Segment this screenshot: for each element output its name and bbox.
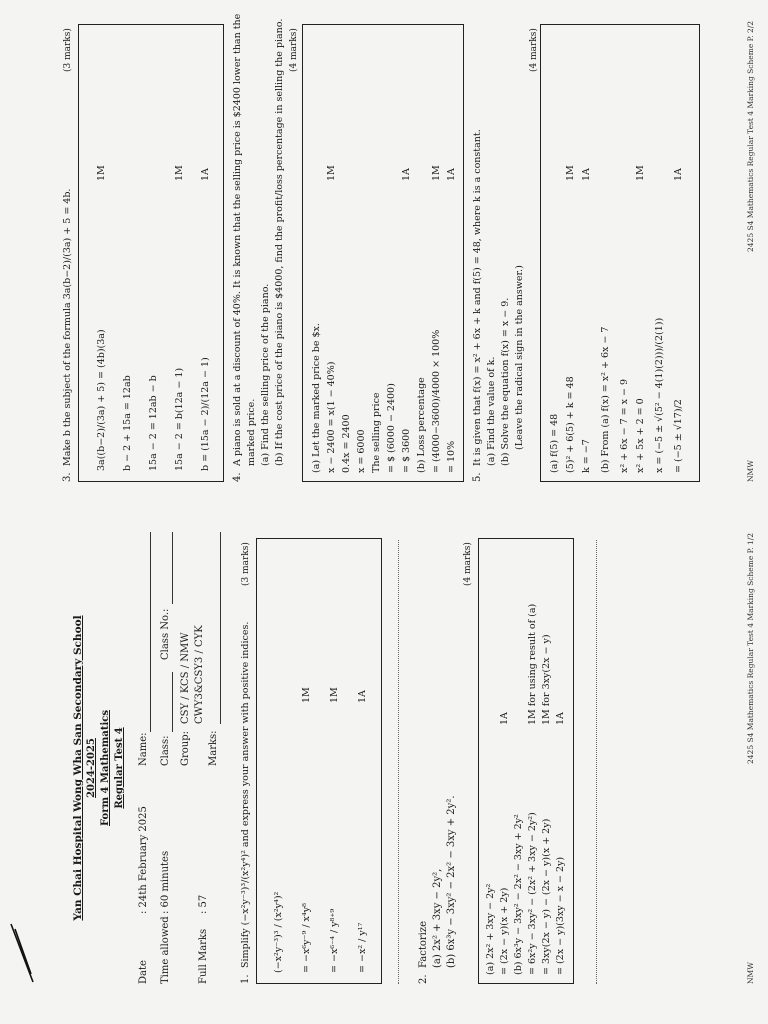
name-label: Name: — [138, 732, 149, 766]
q5-part-b: (b) Solve the equation f(x) = x − 9. — [500, 297, 511, 466]
q4-mark-6 — [384, 165, 399, 181]
pen-scribble — [5, 914, 39, 984]
q4-step-3: 0.4x = 2400 — [341, 414, 352, 473]
q2-part-a: (a) 2x² + 3xy − 2y², — [432, 868, 443, 968]
full-marks-value: : 57 — [198, 894, 209, 914]
q2-step-3: (b) 6x³y − 3xy² − 2x² − 3xy + 2y² — [513, 814, 524, 975]
name-line — [150, 532, 151, 732]
full-marks-label: Full Marks — [198, 928, 209, 984]
q2-mark-5: 1M for 3xy(2x − y) — [541, 634, 552, 725]
class-label: Class: — [160, 735, 171, 766]
q5-mark-8: 1A — [673, 168, 684, 181]
q1-dotted-line — [398, 540, 399, 984]
q4-step-10: = 10% — [446, 440, 457, 473]
q5-marks: (4 marks) — [529, 28, 539, 72]
q5-answer-box — [540, 24, 700, 482]
q1-mark-1 — [265, 687, 293, 703]
q4-step-1: (a) Let the marked price be $x. — [311, 323, 322, 473]
q5-mark-1 — [547, 165, 563, 181]
q3-step-2: b − 2 + 15a = 12ab — [122, 375, 133, 471]
page1-footer-left: NMW — [746, 962, 755, 984]
q5-number: 5. — [472, 472, 483, 482]
test-title: Regular Test 4 — [114, 727, 125, 809]
q3-mark-4: 1M — [174, 165, 185, 181]
q5-step-7: x = (−5 ± √(5² − 4(1)(2)))/(2(1)) — [654, 317, 665, 473]
q3-mark-2 — [115, 165, 141, 181]
q4-mark-3 — [339, 165, 354, 181]
date-value: : 24th February 2025 — [138, 806, 149, 914]
q1-number: 1. — [240, 974, 251, 984]
q2-number: 2. — [418, 974, 429, 984]
q1-mark-2: 1M — [301, 687, 312, 703]
q5-step-2: (5)² + 6(5) + k = 48 — [565, 376, 576, 473]
q2-mark-6: 1A — [555, 712, 566, 725]
q1-mark-3: 1M — [329, 687, 340, 703]
q4-step-2: x − 2400 = x(1 − 40%) — [326, 361, 337, 473]
page2-footer-right: 2425 S4 Mathematics Regular Test 4 Marking Scheme P. 2/2 — [746, 20, 755, 252]
q3-mark-5: 1A — [200, 168, 211, 181]
form-title: Form 4 Mathematics — [100, 710, 111, 826]
q5-mark-7 — [649, 165, 671, 181]
q4-step-9: = (4000−3600)/4000 × 100% — [431, 329, 442, 473]
q3-mark-3 — [141, 165, 167, 181]
q2-step-6: = (2x − y)(3xy − x − 2y) — [555, 856, 566, 975]
q3-step-1: 3a((b−2)/(3a) + 5) = (4b)(3a) — [96, 329, 107, 471]
q2-mark-1 — [484, 604, 498, 725]
marks-field-line — [220, 532, 221, 724]
q4-answer-box — [302, 24, 464, 482]
q5-part-b-note: (Leave the radical sign in the answer.) — [514, 265, 525, 450]
q1-step-2: = −x⁶y⁻⁹ / x⁴y⁸ — [301, 903, 312, 973]
q5-step-3: k = −7 — [581, 439, 592, 473]
school-year: 2024-2025 — [86, 738, 97, 798]
q3-step-4: 15a − 2 = b(12a − 1) — [174, 367, 185, 471]
q2-part-b: (b) 6x³y − 3xy² − 2x² − 3xy + 2y². — [446, 795, 457, 968]
q5-step-1: (a) f(5) = 48 — [549, 413, 560, 473]
q2-answer-box — [478, 538, 574, 984]
q2-step-2: = (2x − y)(x + 2y) — [499, 887, 510, 975]
q4-step-4: x = 6000 — [356, 429, 367, 473]
q4-marks: (4 marks) — [289, 28, 299, 72]
q1-step-1: (−x²y⁻³)³ / (x²y⁴)² — [273, 891, 284, 973]
q5-mark-6: 1M — [635, 165, 646, 181]
q2-mark-2: 1A — [499, 712, 510, 725]
q3-mark-1: 1M — [96, 165, 107, 181]
q3-step-5: b = (15a − 2)/(12a − 1) — [200, 357, 211, 471]
time-value: : 60 minutes — [160, 850, 171, 914]
page2-footer-left: NMW — [746, 460, 755, 482]
q4-step-5: The selling price — [371, 392, 382, 473]
q4-mark-7: 1A — [401, 168, 412, 181]
q1-marks: (3 marks) — [241, 542, 251, 586]
q3-answer-box — [78, 24, 224, 482]
q2-text: Factorize — [418, 920, 429, 968]
class-no-line — [172, 532, 173, 604]
page-1 — [0, 512, 768, 1024]
q4-part-a: (a) Find the selling price of the piano. — [260, 283, 271, 466]
q4-step-8: (b) Loss percentage — [416, 377, 427, 473]
class-no-label: Class No.: — [160, 608, 171, 660]
q5-step-6: x² + 5x + 2 = 0 — [635, 398, 646, 473]
time-label: Time allowed — [160, 916, 171, 984]
q2-marks: (4 marks) — [463, 542, 473, 586]
q5-mark-3: 1A — [581, 168, 592, 181]
q5-mark-4 — [595, 165, 617, 181]
class-line — [172, 672, 173, 732]
q2-step-5: = 3xy(2x − y) − (2x − y)(x + 2y) — [541, 818, 552, 975]
q4-step-6: = $ (6000 − 2400) — [386, 383, 397, 473]
date-label: Date — [138, 960, 149, 984]
group-label: Group: — [180, 731, 191, 766]
q4-text-2: marked price. — [246, 398, 257, 466]
q4-mark-10: 1A — [446, 168, 457, 181]
marks-field-label: Marks: — [208, 730, 219, 766]
group-line-1: CSY / KCS / NMW — [180, 632, 191, 724]
q1-answer-box — [256, 538, 382, 984]
q2-mark-4: 1M for using result of (a) — [527, 603, 538, 725]
q4-mark-4 — [354, 165, 369, 181]
q5-part-a: (a) Find the value of k. — [486, 356, 497, 466]
q4-number: 4. — [232, 472, 243, 482]
q4-part-b: (b) If the cost price of the piano is $4000, find the profit/loss percentage in selling the piano. — [274, 18, 285, 466]
school-name: Yan Chai Hospital Wong Wha San Secondary School — [72, 615, 84, 921]
q5-step-5: x² + 6x − 7 = x − 9 — [619, 378, 630, 473]
q1-text: Simplify (−x²y⁻³)³/(x²y⁴)² and express your answer with positive indices. — [240, 621, 251, 968]
q4-mark-5 — [369, 165, 384, 181]
q4-mark-1 — [309, 165, 324, 181]
q4-text: A piano is sold at a discount of 40%. It is known that the selling price is $2400 lower than the — [232, 13, 243, 466]
q2-mark-3 — [512, 604, 526, 725]
q2-dotted-line — [596, 540, 597, 984]
q3-text: Make b the subject of the formula 3a(b−2)/(3a) + 5 = 4b. — [62, 188, 73, 466]
q5-step-4: (b) From (a) f(x) = x² + 6x − 7 — [600, 326, 611, 473]
q4-mark-9: 1M — [431, 165, 442, 181]
q3-number: 3. — [62, 472, 73, 482]
q5-text: It is given that f(x) = x² + 6x + k and f(5) = 48, where k is a constant. — [472, 129, 483, 466]
q5-mark-5 — [617, 165, 633, 181]
q3-step-3: 15a − 2 = 12ab − b — [148, 375, 159, 471]
group-line-2: CWY3&CSY3 / CYK — [194, 625, 205, 724]
q1-step-3: = −x⁶⁻⁴ / y⁸⁺⁹ — [329, 908, 340, 973]
q5-step-8: = (−5 ± √17)/2 — [673, 399, 684, 473]
q2-step-1: (a) 2x² + 3xy − 2y² — [485, 883, 496, 975]
q4-step-7: = $ 3600 — [401, 428, 412, 473]
q1-mark-4: 1A — [357, 690, 368, 703]
q2-step-4: = 6x²y − 3xy² − (2x² + 3xy − 2y²) — [527, 812, 538, 975]
q4-mark-8 — [414, 165, 429, 181]
q5-mark-2: 1M — [565, 165, 576, 181]
q3-marks: (3 marks) — [63, 28, 73, 72]
page1-footer-right: 2425 S4 Mathematics Regular Test 4 Marking Scheme P. 1/2 — [746, 532, 755, 764]
q1-step-4: = −x² / y¹⁷ — [357, 922, 368, 973]
q4-mark-2: 1M — [326, 165, 337, 181]
